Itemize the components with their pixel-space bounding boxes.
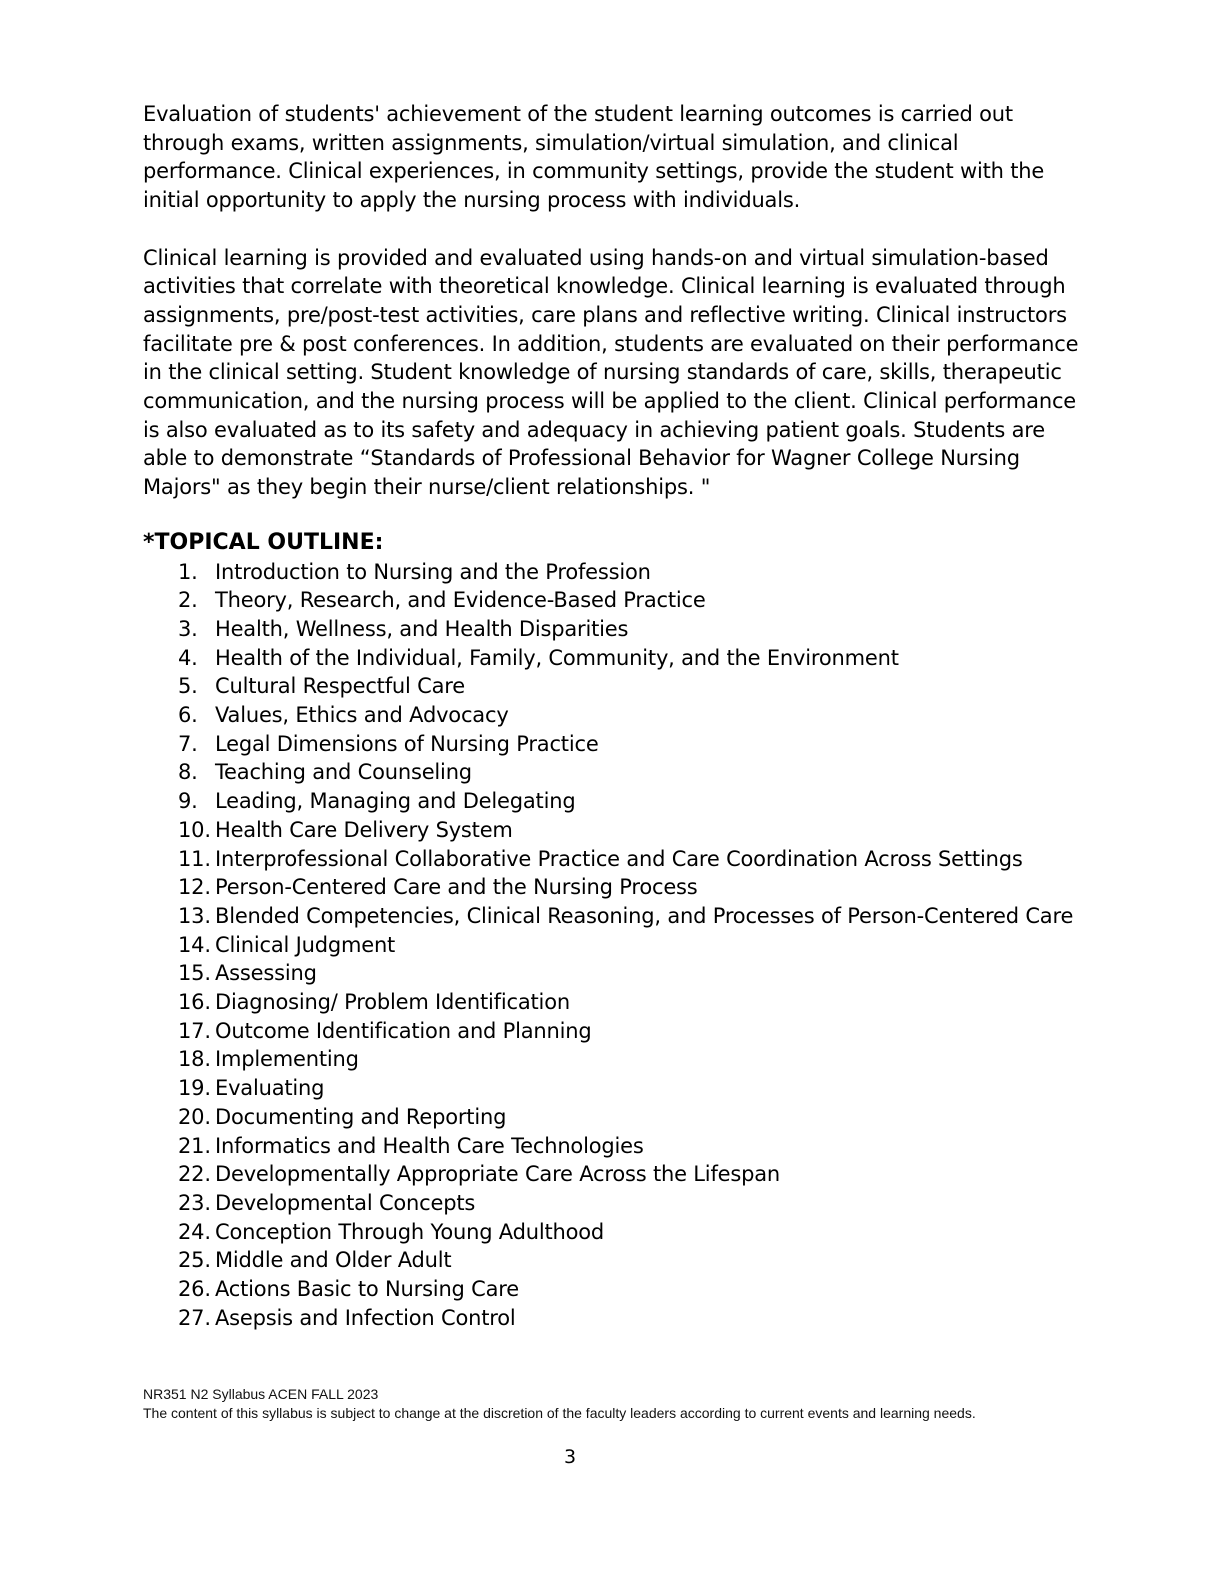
list-item-text: Diagnosing/ Problem Identification (215, 990, 570, 1015)
list-item-number: 7. (178, 731, 198, 756)
list-item-number: 26. (178, 1277, 211, 1302)
list-item (143, 615, 1083, 644)
list-item (143, 701, 1083, 730)
list-item-text: Evaluating (215, 1076, 325, 1101)
list-item (143, 1189, 1083, 1218)
list-item-text: Interprofessional Collaborative Practice and Care Coordination Across Settings (215, 846, 1023, 871)
list-item-text: Health, Wellness, and Health Disparities (215, 616, 629, 641)
list-item (143, 931, 1083, 960)
list-item-number: 14. (178, 932, 211, 957)
list-item (143, 1275, 1083, 1304)
list-item-text: Documenting and Reporting (215, 1104, 507, 1129)
list-item-number: 19. (178, 1076, 211, 1101)
list-item-number: 15. (178, 961, 211, 986)
list-item-number: 12. (178, 875, 211, 900)
footer-disclaimer: The content of this syllabus is subject to change at the discretion of the faculty leaders according to current events and learning needs. (143, 1405, 976, 1421)
list-item (143, 1246, 1083, 1275)
list-item-text: Actions Basic to Nursing Care (215, 1277, 519, 1302)
list-item-number: 8. (178, 760, 198, 785)
list-item-text: Assessing (215, 961, 317, 986)
list-item-text: Values, Ethics and Advocacy (215, 703, 509, 728)
list-item-text: Implementing (215, 1047, 359, 1072)
list-item-text: Blended Competencies, Clinical Reasoning, and Processes of Person-Centered Care (215, 903, 1074, 928)
footer-course-line: NR351 N2 Syllabus ACEN FALL 2023 (143, 1386, 379, 1402)
list-item-number: 25. (178, 1248, 211, 1273)
list-item-text: Leading, Managing and Delegating (215, 789, 576, 814)
clinical-learning-paragraph: Clinical learning is provided and evaluated using hands-on and virtual simulation-based activities that correlate with theoretical knowledge. Clinical learning is evaluated through assignments, pre/post-test activities, care plans and reflective writing. Clinical instructors facilitate pre & post conferences. In addition, students are evaluated on their performance in the clinical setting. Student knowledge of nursing standards of care, skills, therapeutic communication, and the nursing process will be applied to the client. Clinical performance is also evaluated as to its safety and adequacy in achieving patient goals. Students are able to demonstrate “Standards of Professional Behavior for Wagner College Nursing Majors" as they begin their nurse/client relationships. " (143, 245, 1079, 500)
topical-outline-heading: *TOPICAL OUTLINE: (143, 529, 384, 555)
list-item-text: Health of the Individual, Family, Community, and the Environment (215, 645, 899, 670)
list-item-number: 17. (178, 1018, 211, 1043)
list-item-number: 21. (178, 1133, 211, 1158)
list-item-number: 20. (178, 1104, 211, 1129)
list-item-number: 9. (178, 789, 198, 814)
list-item (143, 1045, 1083, 1074)
list-item (143, 1218, 1083, 1247)
list-item (143, 672, 1083, 701)
list-item-number: 23. (178, 1191, 211, 1215)
list-item-number: 3. (178, 616, 198, 641)
page-body (143, 100, 1083, 1333)
list-item-number: 10. (178, 817, 211, 842)
list-item-text: Middle and Older Adult (215, 1248, 452, 1273)
page-number: 3 (563, 1446, 577, 1468)
list-item-number: 24. (178, 1219, 211, 1244)
topical-outline-list (143, 558, 1083, 1333)
list-item (143, 1074, 1083, 1103)
list-item (143, 816, 1083, 845)
list-item-text: Cultural Respectful Care (215, 674, 465, 699)
list-item-text: Outcome Identification and Planning (215, 1018, 592, 1043)
list-item (143, 845, 1083, 874)
list-item-text: Clinical Judgment (215, 932, 396, 957)
list-item (143, 758, 1083, 787)
list-item-number: 11. (178, 846, 211, 871)
list-item-number: 1. (178, 559, 198, 584)
list-item-text: Theory, Research, and Evidence-Based Practice (215, 588, 706, 613)
list-item (143, 959, 1083, 988)
list-item-text: Developmentally Appropriate Care Across the Lifespan (215, 1162, 781, 1187)
list-item (143, 1304, 1083, 1333)
list-item (143, 1017, 1083, 1046)
list-item-number: 4. (178, 645, 198, 670)
list-item (143, 586, 1083, 615)
page-footer (143, 1385, 1083, 1423)
list-item-number: 13. (178, 903, 211, 928)
list-item (143, 873, 1083, 902)
list-item (143, 558, 1083, 587)
list-item-text: Informatics and Health Care Technologies (215, 1133, 644, 1158)
list-item-number: 18. (178, 1047, 211, 1072)
list-item-number: 2. (178, 588, 198, 613)
list-item (143, 730, 1083, 759)
list-item-text: Conception Through Young Adulthood (215, 1219, 605, 1244)
list-item-text: Developmental Concepts (215, 1191, 476, 1215)
list-item-number: 22. (178, 1162, 211, 1187)
list-item (143, 1132, 1083, 1161)
list-item (143, 1160, 1083, 1189)
list-item-text: Health Care Delivery System (215, 817, 513, 842)
list-item-text: Legal Dimensions of Nursing Practice (215, 731, 599, 756)
list-item-number: 5. (178, 674, 198, 699)
list-item-number: 27. (178, 1305, 211, 1330)
list-item (143, 1103, 1083, 1132)
list-item (143, 787, 1083, 816)
list-item (143, 644, 1083, 673)
list-item-number: 16. (178, 990, 211, 1015)
list-item (143, 988, 1083, 1017)
list-item (143, 902, 1083, 931)
list-item-text: Teaching and Counseling (215, 760, 472, 785)
list-item-text: Asepsis and Infection Control (215, 1305, 516, 1330)
list-item-number: 6. (178, 703, 198, 728)
list-item-text: Introduction to Nursing and the Profession (215, 559, 651, 584)
evaluation-paragraph: Evaluation of students' achievement of the student learning outcomes is carried out through exams, written assignments, simulation/virtual simulation, and clinical performance. Clinical experiences, in community settings, provide the student with the initial opportunity to apply the nursing process with individuals. (143, 102, 1045, 213)
list-item-text: Person-Centered Care and the Nursing Process (215, 875, 698, 900)
